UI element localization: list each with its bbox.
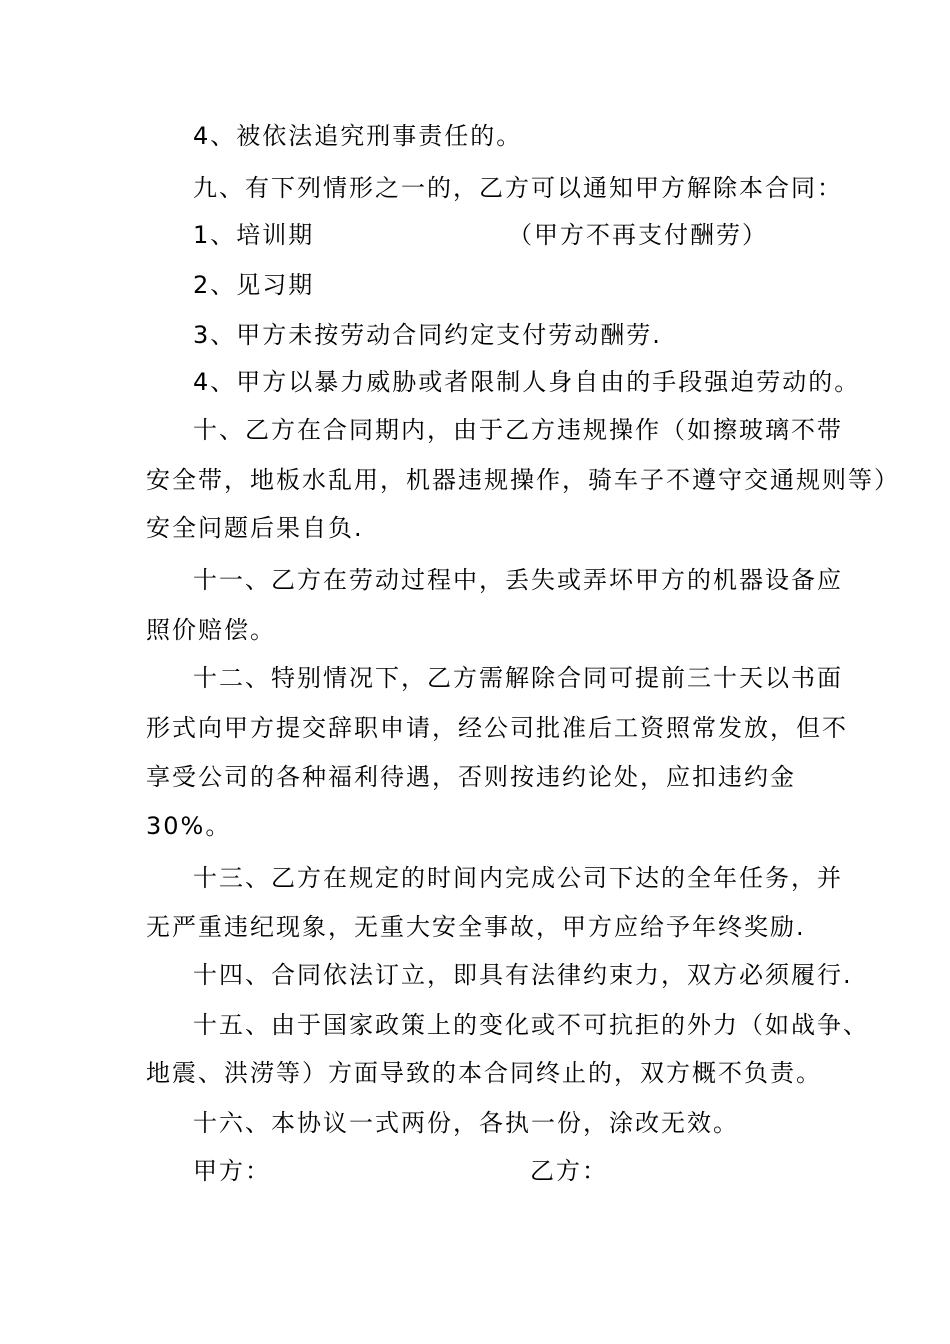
clause-12-line-2: 形式向甲方提交辞职申请，经公司批准后工资照常发放，但不 [146, 714, 848, 742]
clause-10-line-3: 安全问题后果自负. [146, 514, 364, 542]
clause-12-line-3: 享受公司的各种福利待遇，否则按违约论处，应扣违约金 [146, 763, 796, 791]
clause-13-line-2: 无严重违纪现象，无重大安全事故，甲方应给予年终奖励. [146, 913, 806, 941]
clause-9-item-1-label: 1、培训期 [193, 221, 315, 249]
clause-12-line-4: 30%。 [146, 812, 232, 840]
clause-11-line-1: 十一、乙方在劳动过程中，丢失或弄坏甲方的机器设备应 [193, 566, 843, 594]
clause-9-item-3: 3、甲方未按劳动合同约定支付劳动酬劳. [193, 321, 662, 349]
clause-15-line-1: 十五、由于国家政策上的变化或不可抗拒的外力（如战争、 [193, 1011, 869, 1039]
clause-9-heading: 九、有下列情形之一的，乙方可以通知甲方解除本合同： [193, 174, 843, 202]
clause-8-item-4: 4、被依法追究刑事责任的。 [193, 122, 523, 150]
clause-16: 十六、本协议一式两份，各执一份，涂改无效。 [193, 1109, 739, 1137]
clause-12-line-1: 十二、特别情况下，乙方需解除合同可提前三十天以书面 [193, 664, 843, 692]
clause-9-item-2: 2、见习期 [193, 271, 315, 299]
clause-10-line-2: 安全带，地板水乱用，机器违规操作，骑车子不遵守交通规则等） [146, 466, 900, 494]
party-a-label: 甲方： [193, 1157, 271, 1185]
clause-9-item-4: 4、甲方以暴力威胁或者限制人身自由的手段强迫劳动的。 [193, 368, 861, 396]
clause-11-line-2: 照价赔偿。 [146, 616, 276, 644]
clause-13-line-1: 十三、乙方在规定的时间内完成公司下达的全年任务，并 [193, 864, 843, 892]
clause-10-line-1: 十、乙方在合同期内，由于乙方违规操作（如擦玻璃不带 [193, 416, 843, 444]
clause-15-line-2: 地震、洪涝等）方面导致的本合同终止的，双方概不负责。 [146, 1059, 822, 1087]
clause-14: 十四、合同依法订立，即具有法律约束力，双方必须履行. [193, 961, 853, 989]
clause-9-item-1-note: （甲方不再支付酬劳） [508, 221, 768, 249]
party-b-label: 乙方： [530, 1157, 608, 1185]
signature-line [193, 1156, 853, 1186]
clause-9-item-1 [193, 220, 853, 250]
